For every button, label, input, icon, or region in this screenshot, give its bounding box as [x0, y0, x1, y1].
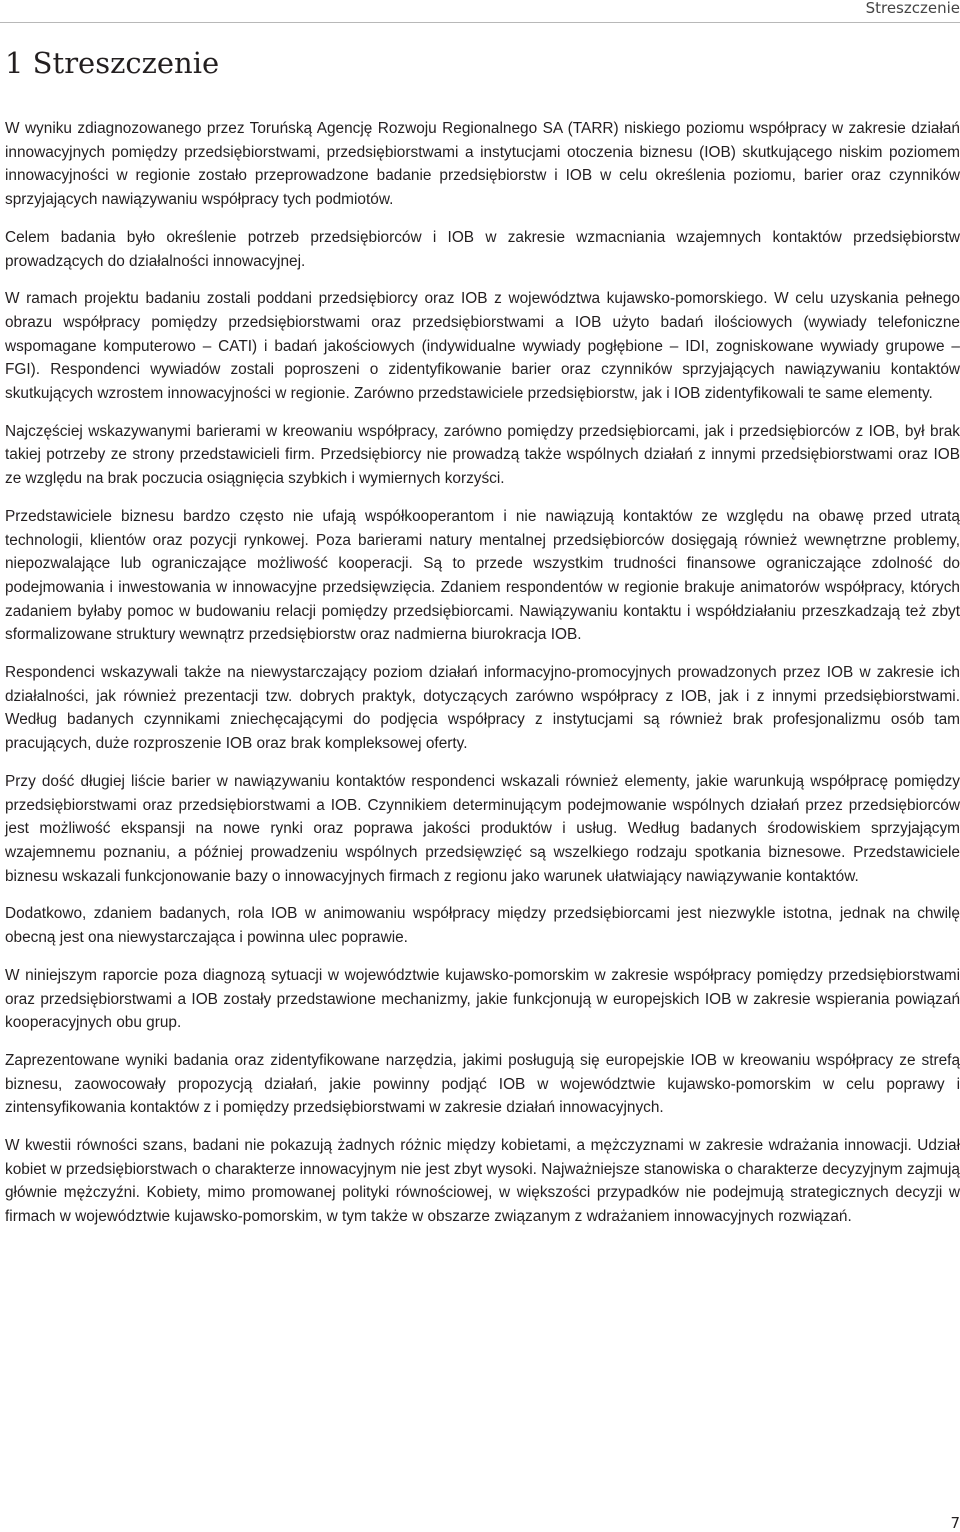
paragraph-7: Przy dość długiej liście barier w nawiązywaniu kontaktów respondenci wskazali również elementy, jakie warunkują współpracę pomiędzy przedsiębiorstwami oraz przedsiębiorstwami a IOB. Czynnikiem determinującym podejmowanie wspólnych działań przez przedsiębiorców jest możliwość ekspansji na nowe rynki oraz poprawa jakości produktów i usług. Według badanych środowiskiem sprzyjającym wzajemnemu poznaniu, a później prowadzeniu wspólnych przedsięwzięć są wszelkiego rodzaju spotkania biznesowe. Przedstawiciele biznesu wskazali funkcjonowanie bazy o innowacyjnych firmach z regionu jako warunek ułatwiający nawiązywanie kontaktów.	[5, 772, 960, 885]
running-header: Streszczenie	[865, 0, 960, 17]
paragraph-11: W kwestii równości szans, badani nie pokazują żadnych różnic między kobietami, a mężczyznami w zakresie wdrażania innowacji. Udział kobiet w przedsiębiorstwach o charakterze innowacyjnym nie jest zbyt wysoki. Najważniejsze stanowiska o charakterze decyzyjnym zajmują głównie mężczyźni. Kobiety, mimo promowanej polityki równościowej, w większości przypadków nie podejmują strategicznych decyzji w firmach w województwie kujawsko-pomorskim, w tym także w obszarze związanym z wdrażaniem innowacyjnych rozwiązań.	[5, 1137, 960, 1226]
paragraph-5: Przedstawiciele biznesu bardzo często nie ufają współkooperantom i nie nawiązują kontaktów ze względu na obawę przed utratą technologii, klientów oraz pozycji rynkowej. Poza barierami natury mentalnej przedsiębiorców dosięgają również wewnętrzne problemy, niepozwalające lub ograniczające możliwość kooperacji. Są to przede wszystkim trudności finansowe ograniczające zdolność do podejmowania i inwestowania w innowacyjne przedsięwzięcia. Zdaniem respondentów w regionie brakuje animatorów współpracy, których zadaniem byłaby pomoc w budowaniu relacji pomiędzy przedsiębiorcami. Nawiązywaniu kontaktu i współdziałaniu przeszkadzają też zbyt sformalizowane struktury wewnątrz przedsiębiorstw oraz nadmierna biurokracja IOB.	[5, 507, 960, 644]
page-title: 1 Streszczenie	[5, 46, 220, 80]
page-number: 7	[950, 1514, 960, 1532]
summary-body	[5, 117, 960, 1243]
paragraph-1: W wyniku zdiagnozowanego przez Toruńską Agencję Rozwoju Regionalnego SA (TARR) niskiego poziomu współpracy w zakresie działań innowacyjnych pomiędzy przedsiębiorstwami, przedsiębiorstwami a instytucjami otoczenia biznesu (IOB) skutkującego niskim poziomem innowacyjności w regionie zostało przeprowadzone badanie przedsiębiorstw i IOB w celu określenia poziomu, barier oraz czynników sprzyjających nawiązywaniu współpracy tych podmiotów.	[5, 120, 960, 209]
paragraph-9: W niniejszym raporcie poza diagnozą sytuacji w województwie kujawsko-pomorskim w zakresie współpracy pomiędzy przedsiębiorstwami oraz przedsiębiorstwami a IOB zostały przedstawione mechanizmy, jakie funkcjonują w europejskich IOB w zakresie wspierania powiązań kooperacyjnych obu grup.	[5, 966, 960, 1032]
paragraph-6: Respondenci wskazywali także na niewystarczający poziom działań informacyjno-promocyjnych prowadzonych przez IOB w zakresie ich działalności, jak również prezentacji tzw. dobrych praktyk, dotyczących zarówno współpracy z IOB, jak i z innymi przedsiębiorstwami. Według badanych czynnikami zniechęcającymi do podjęcia współpracy z instytucjami są również brak profesjonalizmu osób tam pracujących, duże rozproszenie IOB oraz brak kompleksowej oferty.	[5, 664, 960, 753]
paragraph-3: W ramach projektu badaniu zostali poddani przedsiębiorcy oraz IOB z województwa kujawsko-pomorskiego. W celu uzyskania pełnego obrazu współpracy pomiędzy przedsiębiorstwami oraz przedsiębiorstwami a IOB użyto badań ilościowych (wywiady telefoniczne wspomagane komputerowo – CATI) i badań jakościowych (indywidualne wywiady pogłębione – IDI, zogniskowane wywiady grupowe – FGI). Respondenci wywiadów zostali poproszeni o zidentyfikowanie barier oraz czynników sprzyjających nawiązywaniu kontaktów skutkujących wzrostem innowacyjności w regionie. Zarówno przedstawiciele przedsiębiorstw, jak i IOB zidentyfikowali te same elementy.	[5, 290, 960, 403]
paragraph-2: Celem badania było określenie potrzeb przedsiębiorców i IOB w zakresie wzmacniania wzajemnych kontaktów przedsiębiorstw prowadzących do działalności innowacyjnej.	[5, 228, 960, 270]
paragraph-10: Zaprezentowane wyniki badania oraz zidentyfikowane narzędzia, jakimi posługują się europejskie IOB w kreowaniu współpracy ze strefą biznesu, zaowocowały propozycją działań, jakie powinny podjąć IOB w województwie kujawsko-pomorskim w celu poprawy i zintensyfikowania kontaktów z i pomiędzy przedsiębiorstwami w zakresie działań innowacyjnych.	[5, 1051, 960, 1117]
paragraph-4: Najczęściej wskazywanymi barierami w kreowaniu współpracy, zarówno pomiędzy przedsiębiorcami, jak i przedsiębiorców z IOB, był brak takiej potrzeby ze strony przedstawicieli firm. Przedsiębiorcy nie prowadzą także wspólnych działań z innymi przedsiębiorstwami oraz IOB ze względu na brak poczucia osiągnięcia szybkich i wymiernych korzyści.	[5, 422, 960, 488]
paragraph-8: Dodatkowo, zdaniem badanych, rola IOB w animowaniu współpracy między przedsiębiorcami jest niezwykle istotna, jednak na chwilę obecną jest ona niewystarczająca i powinna ulec poprawie.	[5, 905, 960, 947]
header-divider	[0, 22, 960, 23]
